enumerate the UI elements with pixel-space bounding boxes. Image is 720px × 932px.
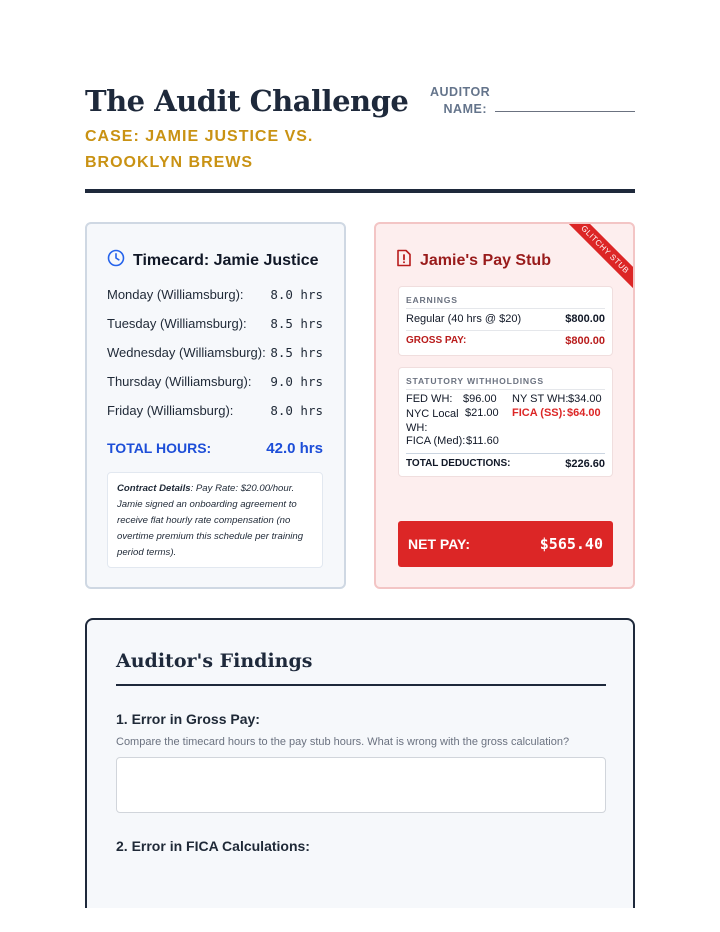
total-hours-label: TOTAL HOURS: — [107, 440, 212, 456]
regular-label: Regular (40 hrs @ $20) — [406, 313, 522, 325]
timecard-hours: 8.0 hrs — [270, 403, 323, 418]
withholdings-box — [398, 367, 613, 477]
paystub-title-text: Jamie's Pay Stub — [420, 251, 551, 269]
earnings-heading: EARNINGS — [406, 295, 458, 305]
page-title: The Audit Challenge — [85, 84, 409, 118]
fica-ss-value: $64.00 — [567, 407, 601, 419]
paystub-card — [374, 222, 635, 589]
contract-label: Contract Details — [117, 483, 191, 494]
timecard-hours: 8.0 hrs — [270, 287, 323, 302]
regular-earnings-row — [406, 313, 605, 325]
timecard-day: Friday (Williamsburg): — [107, 403, 234, 418]
divider — [406, 389, 605, 390]
alert-document-icon — [396, 249, 412, 272]
glitchy-stub-ribbon: GLITCHY STUB — [557, 222, 635, 297]
total-hours-value: 42.0 hrs — [266, 440, 323, 457]
auditor-name-field[interactable] — [495, 111, 635, 112]
earnings-box — [398, 286, 613, 356]
case-subtitle: CASE: JAMIE JUSTICE VS. BROOKLYN BREWS — [85, 128, 314, 171]
timecard-day: Thursday (Williamsburg): — [107, 374, 252, 389]
net-pay-bar — [398, 521, 613, 567]
auditor-findings-panel — [85, 618, 635, 908]
timecard-hours: 8.5 hrs — [270, 316, 323, 331]
timecard-hours: 8.5 hrs — [270, 345, 323, 360]
timecard-row — [107, 374, 323, 389]
total-deductions-label: TOTAL DEDUCTIONS: — [406, 458, 511, 469]
timecard-row — [107, 403, 323, 418]
withholdings-heading: STATUTORY WITHHOLDINGS — [406, 376, 544, 386]
clock-icon — [107, 249, 125, 272]
timecard-day: Monday (Williamsburg): — [107, 287, 244, 302]
total-hours-row — [107, 440, 323, 457]
nyc-local-wh-value: $21.00 — [465, 407, 499, 419]
gross-pay-answer-field[interactable] — [116, 757, 606, 813]
gross-pay-row — [406, 335, 605, 347]
gross-pay-label: GROSS PAY: — [406, 335, 467, 346]
timecard-row — [107, 316, 323, 331]
timecard-title — [107, 249, 319, 272]
timecard-row — [107, 345, 323, 360]
regular-value: $800.00 — [565, 313, 605, 325]
divider — [406, 308, 605, 309]
total-deductions-value: $226.60 — [565, 458, 605, 470]
net-pay-value: $565.40 — [539, 535, 603, 553]
fica-ss-label: FICA (SS): — [512, 407, 566, 419]
gross-pay-value: $800.00 — [565, 335, 605, 347]
paystub-title — [396, 249, 551, 272]
net-pay-label: NET PAY: — [408, 536, 470, 552]
timecard-row — [107, 287, 323, 302]
timecard-day: Wednesday (Williamsburg): — [107, 345, 266, 360]
total-deductions-row — [406, 458, 605, 470]
findings-title: Auditor's Findings — [116, 650, 313, 672]
timecard-title-text: Timecard: Jamie Justice — [133, 251, 319, 269]
header-divider — [85, 189, 635, 193]
fed-wh-value: $96.00 — [463, 393, 497, 405]
timecard-day: Tuesday (Williamsburg): — [107, 316, 247, 331]
fica-question: 2. Error in FICA Calculations: — [116, 838, 310, 854]
gross-pay-hint: Compare the timecard hours to the pay stub hours. What is wrong with the gross calculation? — [116, 736, 570, 748]
ny-st-wh-value: $34.00 — [568, 393, 602, 405]
contract-text: : Pay Rate: $20.00/hour. Jamie signed an onboarding agreement to receive flat hourly rate compensation (no overtime premium this schedule per training period terms). — [117, 483, 304, 558]
timecard-hours: 9.0 hrs — [270, 374, 323, 389]
divider — [406, 453, 605, 454]
ny-st-wh-label: NY ST WH: — [512, 393, 569, 405]
contract-details — [107, 472, 323, 568]
page-header — [85, 84, 635, 176]
nyc-local-wh-label: NYC Local WH: — [406, 408, 459, 434]
fica-med-value: $11.60 — [466, 435, 499, 447]
fed-wh-label: FED WH: — [406, 393, 453, 405]
auditor-name-label: AUDITOR NAME: — [430, 85, 491, 116]
fica-med-label: FICA (Med): — [406, 435, 466, 447]
gross-pay-question: 1. Error in Gross Pay: — [116, 711, 260, 727]
timecard-card — [85, 222, 346, 589]
findings-divider — [116, 684, 606, 686]
divider — [406, 330, 605, 331]
